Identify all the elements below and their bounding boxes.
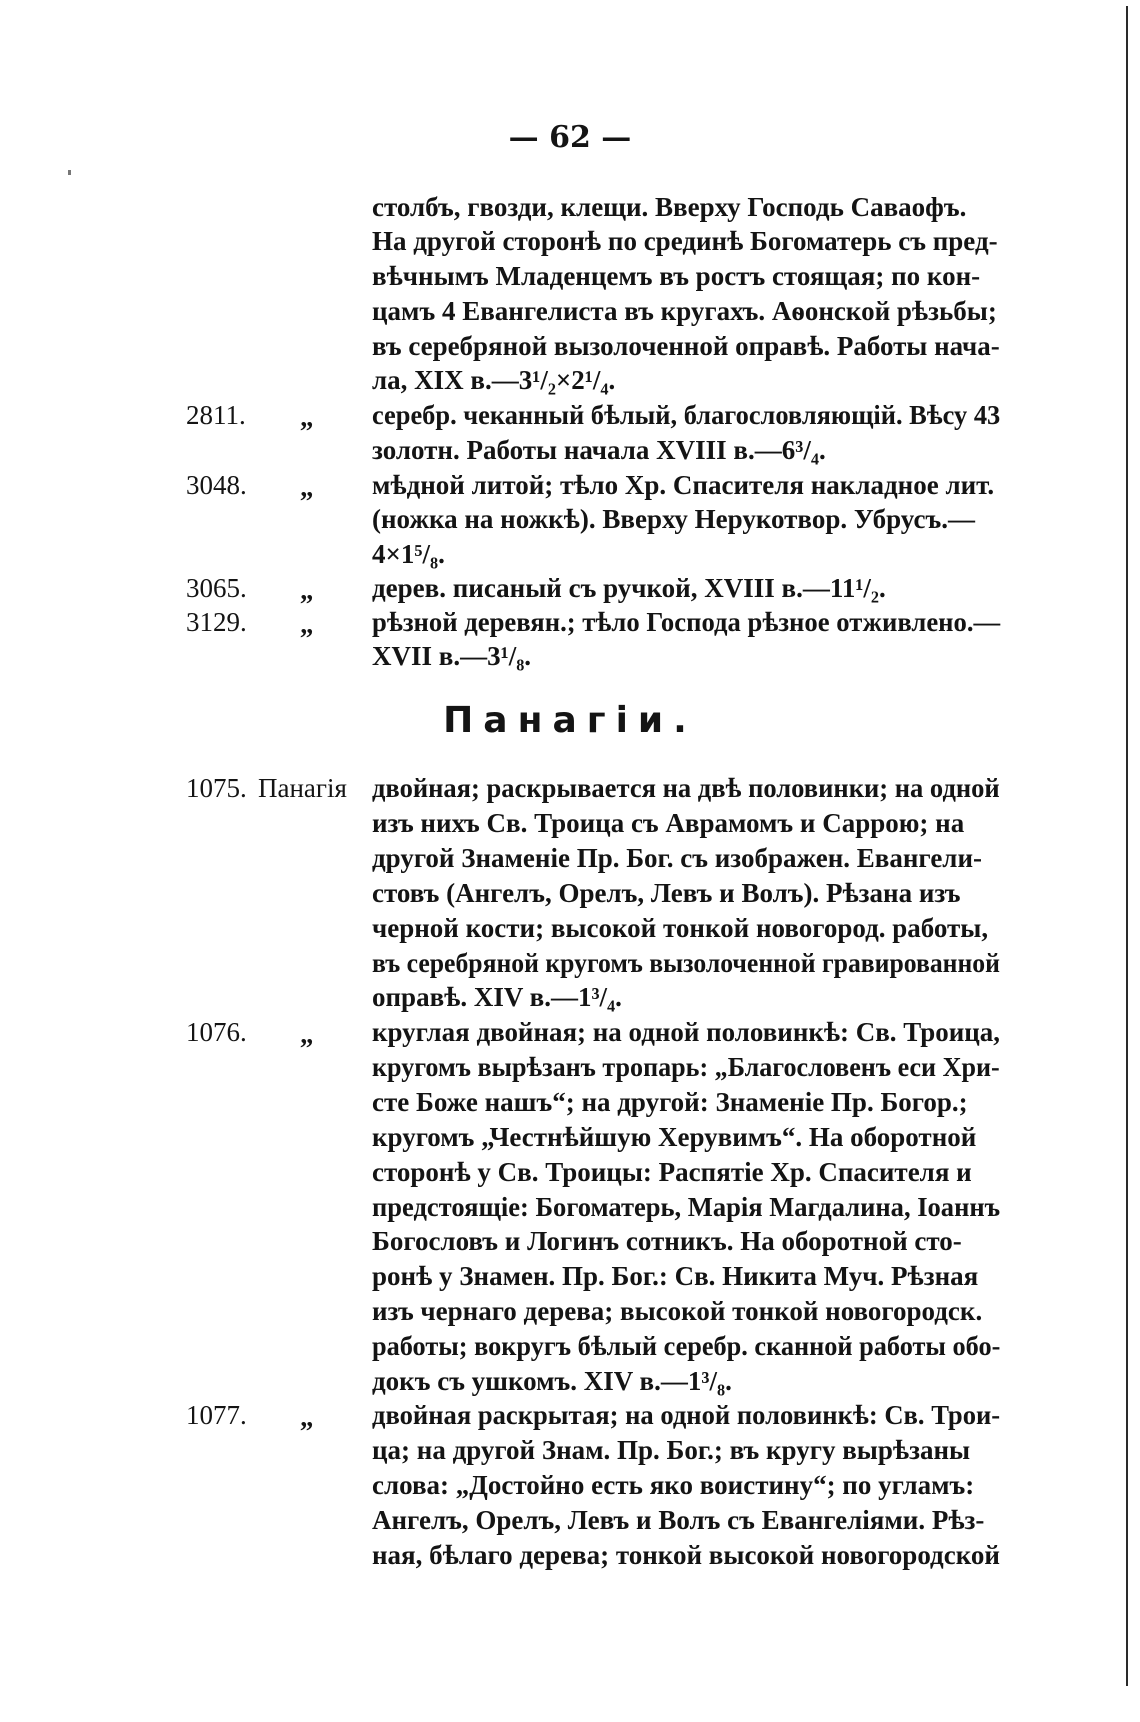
text-line: докъ съ ушкомъ. XIV в.—1³/₈.: [372, 1366, 732, 1396]
ditto-mark: „: [300, 575, 314, 605]
text-line: кругомъ вырѣзанъ тропарь: „Благословенъ еси Хри-: [372, 1052, 1000, 1082]
text-line: рѣзной деревян.; тѣло Господа рѣзное отживлено.—: [372, 607, 1001, 637]
text-line: дерев. писаный съ ручкой, XVIII в.—11¹/₂.: [372, 573, 886, 603]
entry-number: 1076.: [186, 1017, 247, 1047]
text-line: золотн. Работы начала XVIII в.—6³/₄.: [372, 435, 826, 465]
text-line: XVII в.—3¹/₈.: [372, 641, 532, 671]
entry-number: 3129.: [186, 607, 247, 637]
ditto-mark: „: [300, 1019, 314, 1049]
text-line: стовъ (Ангелъ, Орелъ, Левъ и Волъ). Рѣзана изъ: [372, 878, 961, 908]
text-line: На другой сторонѣ по срединѣ Богоматерь съ пред-: [372, 226, 998, 256]
ditto-mark: „: [300, 609, 314, 639]
text-line: сте Боже нашъ“; на другой: Знаменіе Пр. Богор.;: [372, 1087, 968, 1117]
text-line: работы; вокругъ бѣлый серебр. сканной работы обо-: [372, 1331, 1001, 1361]
text-line: въ серебряной вызолоченной оправѣ. Работы нача-: [372, 331, 1000, 361]
page-number: — 62 —: [508, 120, 632, 155]
entry-number: 3065.: [186, 573, 247, 603]
text-line: ронѣ у Знамен. Пр. Бог.: Св. Никита Муч. Рѣзная: [372, 1261, 979, 1291]
text-line: кругомъ „Честнѣйшую Херувимъ“. На оборотной: [372, 1122, 977, 1152]
text-line: столбъ, гвозди, клещи. Вверху Господь Саваофъ.: [372, 192, 967, 222]
scan-speck: [68, 170, 71, 175]
text-line: (ножка на ножкѣ). Вверху Нерукотвор. Убрусъ.—: [372, 504, 975, 534]
text-line: другой Знаменіе Пр. Бог. съ изображен. Евангели-: [372, 843, 983, 873]
text-line: двойная раскрытая; на одной половинкѣ: Св. Трои-: [372, 1400, 1001, 1430]
text-line: ла, XIX в.—3¹/₂×2¹/₄.: [372, 365, 616, 395]
text-line: слова: „Достойно есть яко воистину“; по угламъ:: [372, 1470, 975, 1500]
scan-edge-line: [1126, 6, 1128, 1686]
entry-number: 3048.: [186, 470, 247, 500]
ditto-mark: „: [300, 402, 314, 432]
text-line: ца; на другой Знам. Пр. Бог.; въ кругу вырѣзаны: [372, 1435, 971, 1465]
text-line: серебр. чеканный бѣлый, благословляющій. Вѣсу 43: [372, 400, 1001, 430]
ditto-mark: „: [300, 1402, 314, 1432]
text-line: ная, бѣлаго дерева; тонкой высокой новогородской: [372, 1540, 1000, 1570]
text-line: мѣдной литой; тѣло Хр. Спасителя накладное лит.: [372, 470, 995, 500]
entry-number: 1075.: [186, 773, 247, 803]
text-line: черной кости; высокой тонкой новогород. работы,: [372, 913, 989, 943]
entry-number: 1077.: [186, 1400, 247, 1430]
text-line: двойная; раскрывается на двѣ половинки; на одной: [372, 773, 1000, 803]
text-line: вѣчнымъ Младенцемъ въ ростъ стоящая; по кон-: [372, 261, 981, 291]
ditto-mark: „: [300, 472, 314, 502]
text-line: сторонѣ у Св. Троицы: Распятіе Хр. Спасителя и: [372, 1157, 972, 1187]
text-line: Богословъ и Логинъ сотникъ. На оборотной сто-: [372, 1226, 962, 1256]
entry-label: Панагія: [258, 773, 347, 803]
text-line: предстоящіе: Богоматерь, Марія Магдалина, Іоаннъ: [372, 1192, 1001, 1222]
text-line: изъ нихъ Св. Троица съ Аврамомъ и Саррою; на: [372, 808, 965, 838]
entry-number: 2811.: [186, 400, 246, 430]
text-line: изъ чернаго дерева; высокой тонкой новогородск.: [372, 1296, 983, 1326]
text-line: Ангелъ, Орелъ, Левъ и Волъ съ Евангеліями. Рѣз-: [372, 1505, 985, 1535]
text-line: цамъ 4 Евангелиста въ кругахъ. Аѳонской рѣзьбы;: [372, 296, 997, 326]
text-line: 4×1⁵/₈.: [372, 539, 445, 569]
text-line: круглая двойная; на одной половинкѣ: Св. Троица,: [372, 1017, 1000, 1047]
section-heading: Панагіи.: [443, 700, 697, 741]
text-line: въ серебряной кругомъ вызолоченной гравированной: [372, 948, 1000, 978]
text-line: оправѣ. XIV в.—1³/₄.: [372, 982, 622, 1012]
